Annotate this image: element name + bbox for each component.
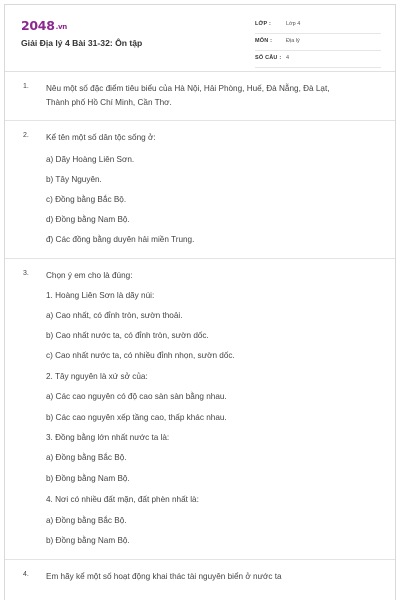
worksheet <box>4 4 396 600</box>
answer-option: c) Cao nhất nước ta, có nhiều đỉnh nhọn, sườn dốc. <box>46 351 235 360</box>
meta-label: LỚP : <box>255 21 271 27</box>
question-divider <box>5 559 395 560</box>
question-number: 2. <box>23 132 29 139</box>
answer-option: đ) Các đồng bằng duyên hải miền Trung. <box>46 235 195 244</box>
page-title: Giải Địa lý 4 Bài 31-32: Ôn tập <box>21 38 143 48</box>
answer-option: c) Đồng bằng Bắc Bộ. <box>46 195 127 204</box>
answer-option: a) Đồng bằng Bắc Bộ. <box>46 516 127 525</box>
sub-question: 2. Tây nguyên là xứ sở của: <box>46 372 148 381</box>
answer-option: d) Đồng bằng Nam Bộ. <box>46 215 130 224</box>
meta-value: Địa lý <box>286 38 300 44</box>
answer-option: b) Cao nhất nước ta, có đỉnh tròn, sườn dốc. <box>46 331 209 340</box>
question-divider <box>5 120 395 121</box>
answer-option: a) Cao nhất, có đỉnh tròn, sườn thoải. <box>46 311 183 320</box>
logo-suffix: .vn <box>55 23 67 31</box>
answer-option: a) Đồng bằng Bắc Bộ. <box>46 453 127 462</box>
meta-value: 4 <box>286 55 290 61</box>
meta-row-count <box>255 51 381 68</box>
sub-question: 3. Đồng bằng lớn nhất nước ta là: <box>46 433 170 442</box>
answer-option: b) Đồng bằng Nam Bộ. <box>46 474 130 483</box>
question-line: Kể tên một số dân tộc sống ở: <box>46 133 156 142</box>
meta-label: MÔN : <box>255 38 273 44</box>
logo-main: 2048 <box>21 18 55 33</box>
question-divider <box>5 258 395 259</box>
meta-info <box>255 17 381 68</box>
meta-label: SỐ CÂU : <box>255 55 282 61</box>
answer-option: a) Dãy Hoàng Liên Sơn. <box>46 155 135 164</box>
answer-option: b) Đồng bằng Nam Bộ. <box>46 536 130 545</box>
answer-option: b) Tây Nguyên. <box>46 175 102 184</box>
sub-question: 1. Hoàng Liên Sơn là dãy núi: <box>46 291 155 300</box>
answer-option: a) Các cao nguyên có độ cao sàn sàn bằng nhau. <box>46 392 227 401</box>
question-number: 1. <box>23 83 29 90</box>
question-number: 4. <box>23 571 29 578</box>
question-line: Thành phố Hồ Chí Minh, Cần Thơ. <box>46 98 172 107</box>
worksheet-header <box>5 5 395 71</box>
question-line: Nêu một số đặc điểm tiêu biểu của Hà Nội, Hải Phòng, Huế, Đà Nẵng, Đà Lạt, <box>46 84 330 93</box>
meta-row-subject <box>255 34 381 51</box>
meta-row-class <box>255 17 381 34</box>
site-logo[interactable] <box>21 18 67 33</box>
header-divider <box>5 71 395 72</box>
answer-option: b) Các cao nguyên xếp tầng cao, thấp khác nhau. <box>46 413 227 422</box>
question-line: Chọn ý em cho là đúng: <box>46 271 133 280</box>
sub-question: 4. Nơi có nhiều đất mặn, đất phèn nhất là: <box>46 495 199 504</box>
meta-value: Lớp 4 <box>286 21 301 27</box>
question-line: Em hãy kể một số hoạt động khai thác tài nguyên biển ở nước ta <box>46 572 282 581</box>
question-number: 3. <box>23 270 29 277</box>
